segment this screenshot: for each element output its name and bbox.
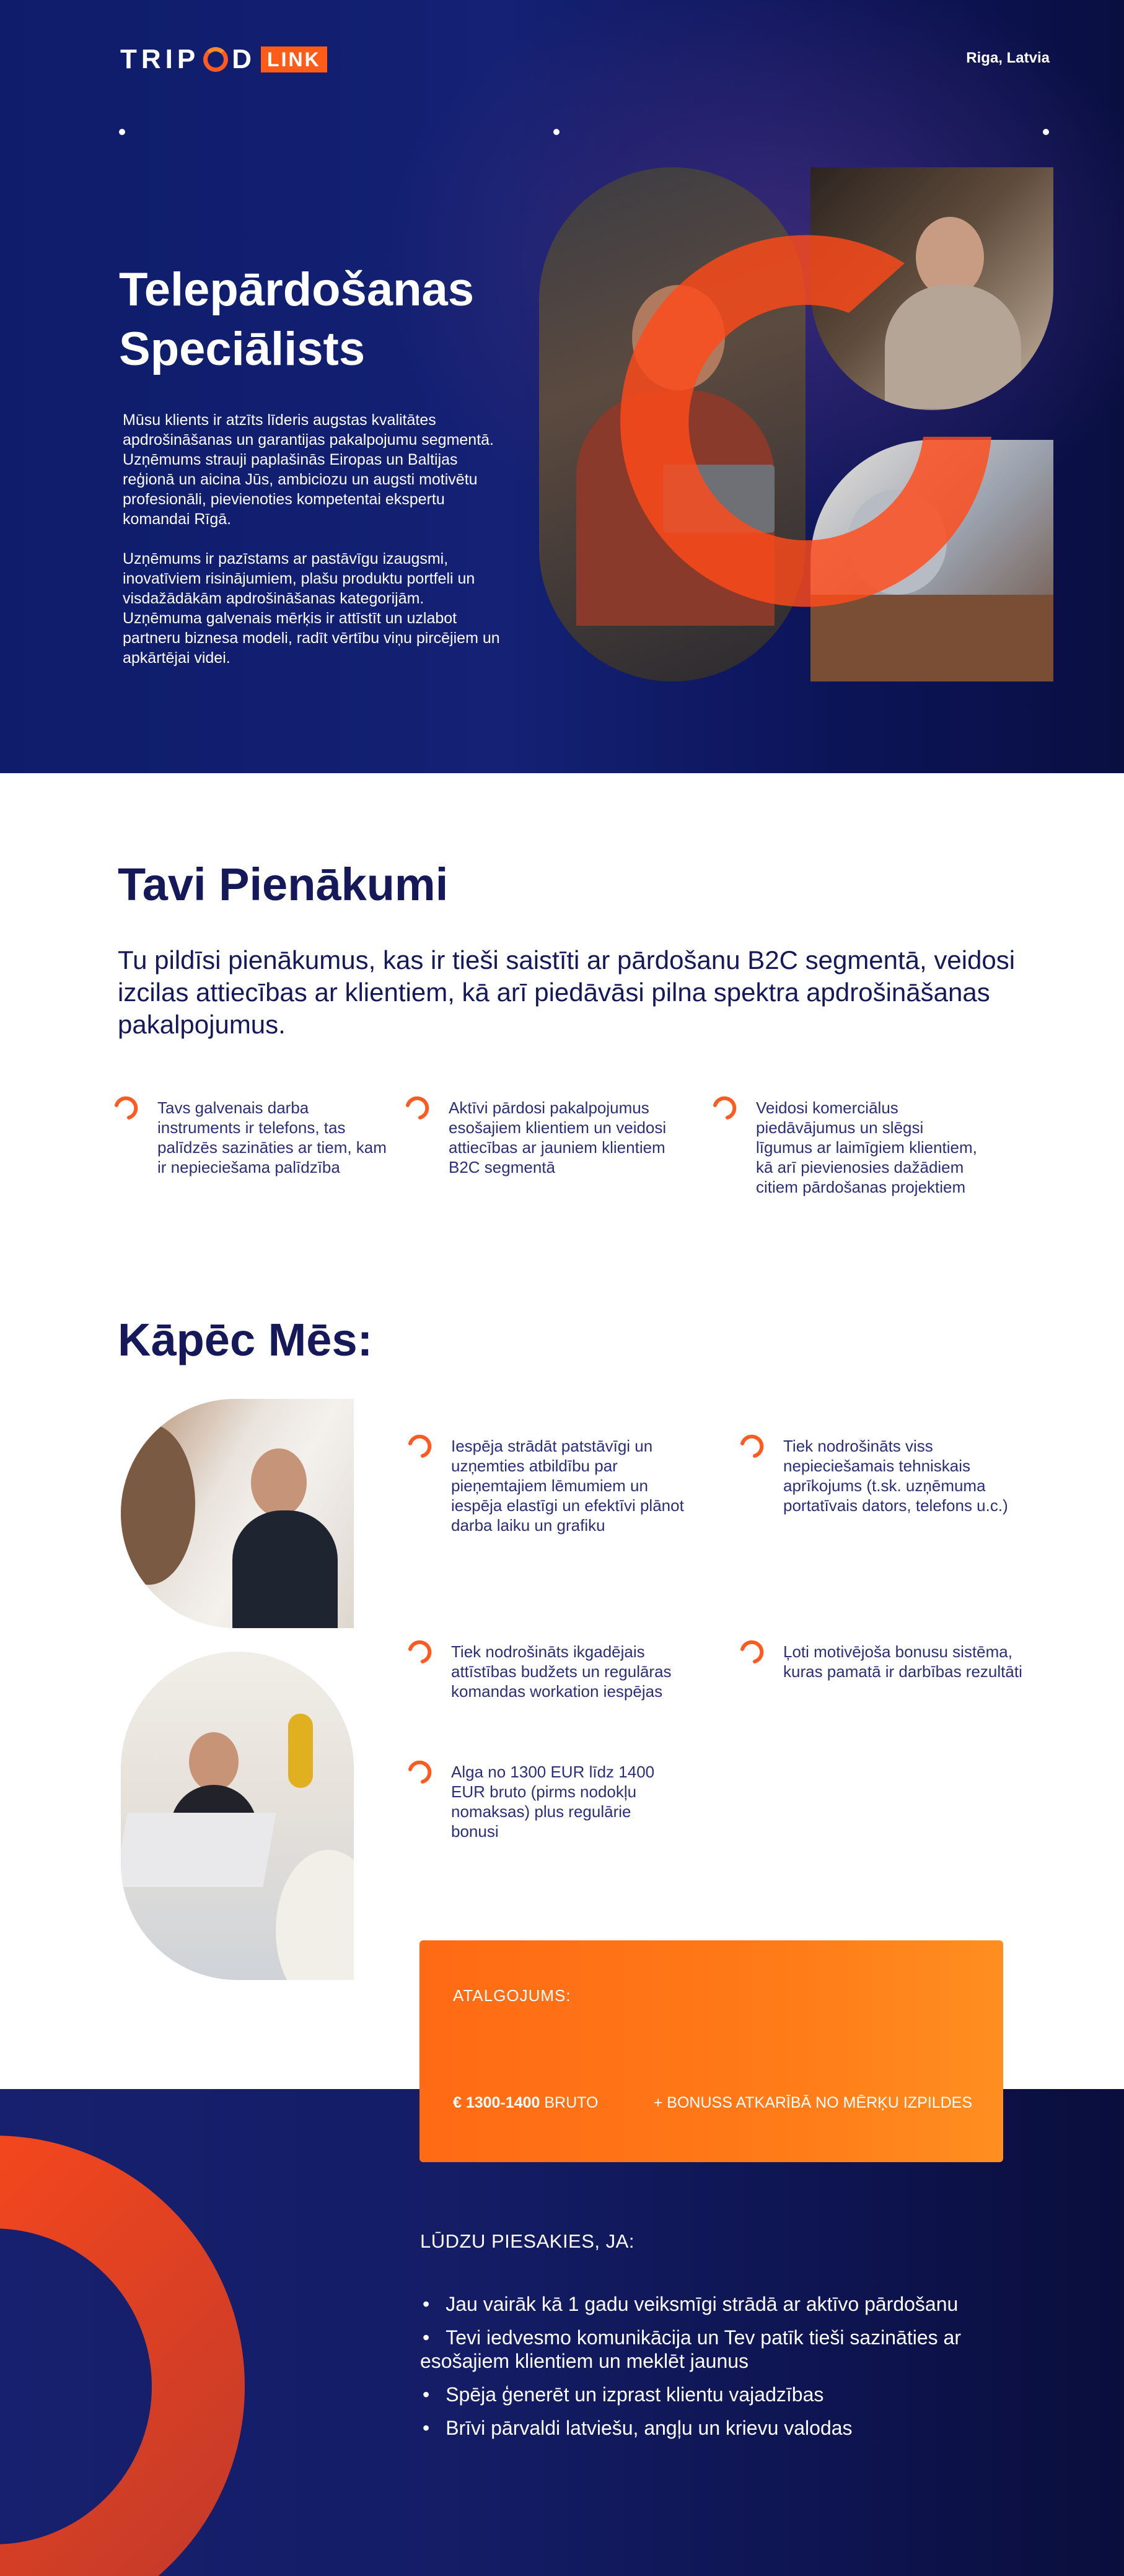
duty-text: Veidosi komerciālus piedāvājumus un slēgsi līgumus ar laimīgiem klientiem, kā arī pievienosies dažādiem citiem pārdošanas projektiem bbox=[756, 1098, 977, 1196]
person-head bbox=[251, 1448, 307, 1517]
why-title: Kāpēc Mēs: bbox=[118, 1314, 373, 1365]
duties-lead: Tu pildīsi pienākumus, kas ir tieši saistīti ar pārdošanu B2C segmentā, veidosi izcilas attiecības ar klientiem, kā arī piedāvāsi pilna spektra apdrošināšanas pakalpojumus. bbox=[118, 945, 1016, 1039]
salary-amount-suffix: BRUTO bbox=[540, 2094, 599, 2111]
why-text: Tiek nodrošināts viss nepieciešamais tehniskais aprīkojums (t.sk. uzņēmuma portatīvais dators, telefons u.c.) bbox=[783, 1437, 1008, 1515]
salary-amount-value: € 1300-1400 bbox=[453, 2094, 540, 2111]
person-shape bbox=[121, 1424, 195, 1585]
person-head bbox=[189, 1732, 239, 1791]
photo-woman-smiling bbox=[121, 1399, 354, 1628]
salary-card bbox=[419, 1940, 1003, 2162]
decor-dot bbox=[553, 129, 560, 135]
hero-paragraph-2: Uzņēmums ir pazīstams ar pastāvīgu izaugsmi, inovatīviem risinājumiem, plašu produktu portfeli un visdažādākām apdrošināšanas kategorijām. Uzņēmuma galvenais mērķis ir attīstīt un uzlabot partneru biznesa modeli, radīt vērtību viņu pircējiem un apkārtējai videi. bbox=[123, 550, 500, 667]
orange-arc-icon bbox=[711, 1094, 739, 1121]
tripod-link-logo[interactable] bbox=[120, 45, 327, 74]
apply-title: LŪDZU PIESAKIES, JA: bbox=[420, 2230, 634, 2252]
logo-text: TRIP bbox=[120, 44, 200, 74]
list-item: • Tevi iedvesmo komunikācija un Tev patīk tieši sazināties ar esošajiem klientiem un meklēt jaunus bbox=[420, 2326, 978, 2373]
person-body bbox=[232, 1510, 338, 1628]
why-item bbox=[739, 1642, 1048, 1681]
why-item bbox=[406, 1642, 692, 1701]
duty-item bbox=[404, 1098, 683, 1177]
brand-c-shape bbox=[558, 189, 1029, 660]
orange-arc-icon bbox=[739, 1432, 766, 1460]
location-label: Riga, Latvia bbox=[966, 50, 1050, 66]
orange-arc-icon bbox=[113, 1094, 140, 1121]
why-item bbox=[739, 1436, 1036, 1515]
orange-arc-icon bbox=[406, 1432, 434, 1460]
table-shape bbox=[121, 1813, 276, 1887]
duty-text: Tavs galvenais darba instruments ir telefons, tas palīdzēs sazināties ar tiem, kam ir nepieciešama palīdzība bbox=[157, 1098, 387, 1176]
orange-arc-icon bbox=[404, 1094, 431, 1121]
logo-wordmark bbox=[120, 44, 256, 75]
why-text: Ļoti motivējoša bonusu sistēma, kuras pamatā ir darbības rezultāti bbox=[783, 1642, 1022, 1681]
salary-amount bbox=[453, 2094, 598, 2112]
why-text: Iespēja strādāt patstāvīgi un uzņemties atbildību par pieņemtajiem lēmumiem un iespēja elastīgi un efektīvi plānot darba laiku un grafiku bbox=[451, 1437, 684, 1535]
decor-dot bbox=[1043, 129, 1049, 135]
hero-section bbox=[0, 0, 1124, 773]
decor-dot bbox=[119, 129, 125, 135]
list-item: • Spēja ģenerēt un izprast klientu vajadzības bbox=[420, 2383, 978, 2406]
logo-text-tail: D bbox=[232, 44, 257, 74]
why-text: Alga no 1300 EUR līdz 1400 EUR bruto (pirms nodokļu nomaksas) plus regulārie bonusi bbox=[451, 1763, 655, 1841]
hero-photo-collage bbox=[539, 167, 1053, 681]
orange-arc-icon bbox=[406, 1638, 434, 1665]
logo-ring-icon bbox=[203, 47, 228, 72]
decor-plant bbox=[288, 1714, 313, 1788]
duty-text: Aktīvi pārdosi pakalpojumus esošajiem klientiem un veidosi attiecības ar jauniem klientiem B2C segmentā bbox=[449, 1098, 667, 1176]
apply-list bbox=[420, 2292, 978, 2450]
duties-title: Tavi Pienākumi bbox=[118, 859, 449, 910]
duty-item bbox=[711, 1098, 984, 1197]
salary-bonus: + BONUSS ATKARĪBĀ NO MĒRĶU IZPILDES bbox=[653, 2094, 972, 2111]
page-title: Telepārdošanas Speciālists bbox=[119, 263, 475, 375]
photo-office-meeting bbox=[121, 1652, 354, 1980]
list-item: • Brīvi pārvaldi latviešu, angļu un krievu valodas bbox=[420, 2416, 978, 2440]
why-item bbox=[406, 1762, 667, 1841]
logo-link-badge: LINK bbox=[261, 46, 327, 72]
orange-arc-icon bbox=[406, 1758, 434, 1785]
hero-paragraph-1: Mūsu klients ir atzīts līderis augstas kvalitātes apdrošināšanas un garantijas pakalpojumu segmentā. Uzņēmums strauji paplašinās Eiropas un Baltijas reģionā un aicina Jūs, ambiciozu un augsti motivētu profesionāli, pievienoties kompetentai ekspertu komandai Rīgā. bbox=[123, 411, 494, 528]
footer-orange-ring bbox=[0, 2132, 248, 2576]
salary-label: ATALGOJUMS: bbox=[453, 1986, 571, 2005]
person-shape bbox=[276, 1850, 354, 1980]
duty-item bbox=[113, 1098, 392, 1177]
why-item bbox=[406, 1436, 692, 1535]
why-text: Tiek nodrošināts ikgadējais attīstības budžets un regulāras komandas workation iespējas bbox=[451, 1642, 672, 1701]
orange-arc-icon bbox=[739, 1638, 766, 1665]
list-item: • Jau vairāk kā 1 gadu veiksmīgi strādā ar aktīvo pārdošanu bbox=[420, 2292, 978, 2316]
